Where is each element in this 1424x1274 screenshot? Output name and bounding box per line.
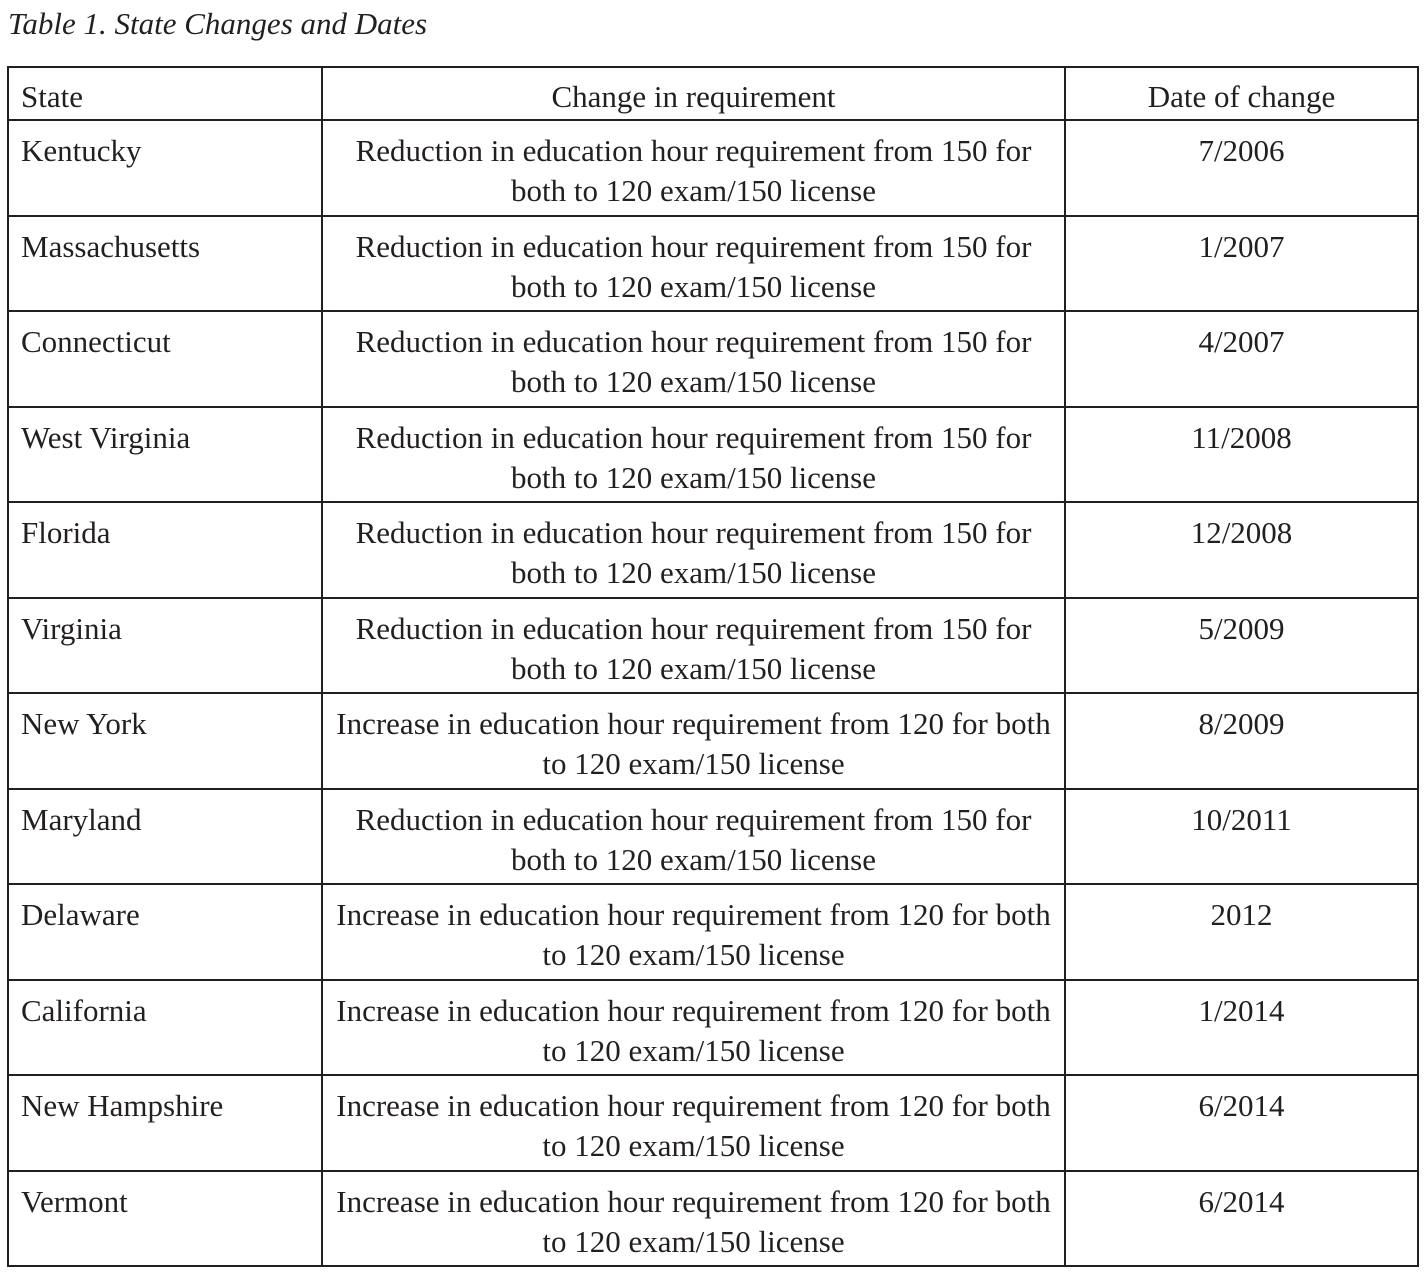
table-row (8, 216, 1418, 312)
table-row (8, 1075, 1418, 1171)
cell-change: Reduction in education hour requirement from 150 for both to 120 exam/150 license (322, 311, 1065, 407)
cell-date: 10/2011 (1065, 789, 1418, 885)
cell-state: California (8, 980, 322, 1076)
header-row (8, 67, 1418, 120)
table-row (8, 693, 1418, 789)
cell-date: 6/2014 (1065, 1075, 1418, 1171)
cell-change: Reduction in education hour requirement from 150 for both to 120 exam/150 license (322, 502, 1065, 598)
cell-change: Increase in education hour requirement from 120 for both to 120 exam/150 license (322, 1075, 1065, 1171)
cell-date: 12/2008 (1065, 502, 1418, 598)
cell-state: New York (8, 693, 322, 789)
cell-date: 5/2009 (1065, 598, 1418, 694)
cell-state: New Hampshire (8, 1075, 322, 1171)
table-row (8, 502, 1418, 598)
cell-change: Increase in education hour requirement from 120 for both to 120 exam/150 license (322, 693, 1065, 789)
cell-date: 7/2006 (1065, 120, 1418, 216)
cell-date: 4/2007 (1065, 311, 1418, 407)
cell-change: Reduction in education hour requirement from 150 for both to 120 exam/150 license (322, 216, 1065, 312)
cell-state: Virginia (8, 598, 322, 694)
state-changes-table (7, 66, 1419, 1267)
cell-date: 1/2007 (1065, 216, 1418, 312)
header-change: Change in requirement (322, 67, 1065, 120)
header-state: State (8, 67, 322, 120)
table-row (8, 311, 1418, 407)
cell-state: Florida (8, 502, 322, 598)
cell-date: 6/2014 (1065, 1171, 1418, 1267)
table-header (8, 67, 1418, 120)
table-body (8, 120, 1418, 1266)
cell-date: 2012 (1065, 884, 1418, 980)
cell-state: Maryland (8, 789, 322, 885)
cell-state: West Virginia (8, 407, 322, 503)
cell-change: Reduction in education hour requirement from 150 for both to 120 exam/150 license (322, 120, 1065, 216)
cell-state: Kentucky (8, 120, 322, 216)
cell-change: Increase in education hour requirement from 120 for both to 120 exam/150 license (322, 1171, 1065, 1267)
table-caption: Table 1. State Changes and Dates (8, 6, 428, 41)
cell-date: 11/2008 (1065, 407, 1418, 503)
cell-change: Reduction in education hour requirement from 150 for both to 120 exam/150 license (322, 598, 1065, 694)
cell-state: Vermont (8, 1171, 322, 1267)
cell-change: Reduction in education hour requirement from 150 for both to 120 exam/150 license (322, 789, 1065, 885)
cell-date: 1/2014 (1065, 980, 1418, 1076)
cell-state: Delaware (8, 884, 322, 980)
header-date: Date of change (1065, 67, 1418, 120)
cell-change: Increase in education hour requirement from 120 for both to 120 exam/150 license (322, 884, 1065, 980)
table-row (8, 789, 1418, 885)
cell-state: Massachusetts (8, 216, 322, 312)
cell-date: 8/2009 (1065, 693, 1418, 789)
table-row (8, 980, 1418, 1076)
cell-change: Increase in education hour requirement from 120 for both to 120 exam/150 license (322, 980, 1065, 1076)
table-row (8, 884, 1418, 980)
cell-change: Reduction in education hour requirement from 150 for both to 120 exam/150 license (322, 407, 1065, 503)
table-row (8, 407, 1418, 503)
table-row (8, 120, 1418, 216)
cell-state: Connecticut (8, 311, 322, 407)
table-row (8, 1171, 1418, 1267)
table-row (8, 598, 1418, 694)
